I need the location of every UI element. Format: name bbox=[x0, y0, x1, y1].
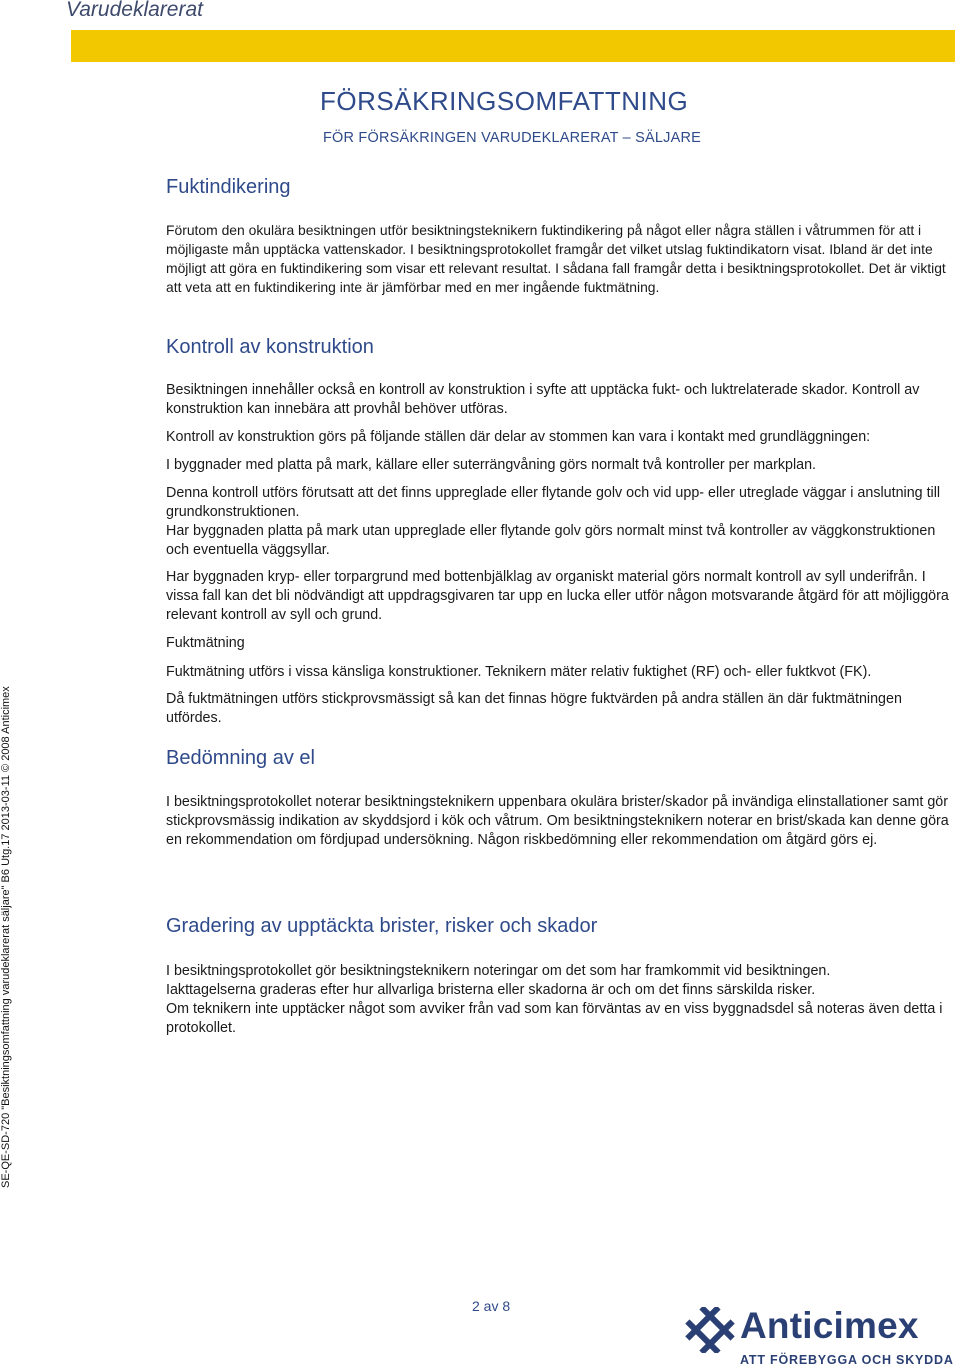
anticimex-logo-icon bbox=[684, 1307, 736, 1353]
page-number: 2 av 8 bbox=[472, 1298, 511, 1314]
paragraph-konstruktion-vaggkonstruktion: Har byggnaden platta på mark utan uppreglade eller flytande golv görs normalt minst två kontroller av väggkonstruktionen och eventuella väggsyllar. bbox=[166, 523, 936, 558]
paragraph-bedomning-av-el: I besiktningsprotokollet noterar besiktningsteknikern uppenbara okulära brister/skador på invändiga elinstallationer samt gör stickprovsmässig indikation av skyddsjord i kök och våtrum. Om besiktningsteknikern noterar en brist/skada kan denne göra en rekommendation om fördjupad undersökning. Någon riskbedömning eller rekommendation om åtgärd görs ej. bbox=[166, 794, 949, 848]
paragraph-gradering-noteringar: I besiktningsprotokollet gör besiktningsteknikern noteringar om det som har framkommit vid besiktningen. bbox=[166, 963, 831, 979]
paragraph-konstruktion-krypgrund: Har byggnaden kryp- eller torpargrund med bottenbjälklag av organiskt material görs normalt kontroll av syll underifrån. I vissa fall kan det bli nödvändigt att uppdragsgivaren tar upp en lucka eller utför någon motsvarande åtgärd för att möjliggöra relevant kontroll av syll och grund. bbox=[166, 569, 949, 623]
paragraph-konstruktion-platta: I byggnader med platta på mark, källare eller suterrängvåning görs normalt två kontroller per markplan. bbox=[166, 457, 817, 473]
logo-tagline: ATT FÖREBYGGA OCH SKYDDA bbox=[740, 1353, 954, 1367]
document-subtitle: FÖR FÖRSÄKRINGEN VARUDEKLARERAT – SÄLJARE bbox=[323, 130, 702, 146]
anticimex-logo bbox=[684, 1305, 954, 1369]
heading-bedomning-av-el: Bedömning av el bbox=[166, 747, 315, 769]
heading-kontroll-av-konstruktion: Kontroll av konstruktion bbox=[166, 336, 374, 358]
paragraph-konstruktion-intro: Besiktningen innehåller också en kontroll av konstruktion i syfte att upptäcka fukt- och luktrelaterade skador. Kontroll av konstruktion kan innebära att provhål behöver utföras. bbox=[166, 382, 920, 417]
paragraph-fuktmatning: Fuktmätning utförs i vissa känsliga konstruktioner. Teknikern mäter relativ fuktighet (RF) och- eller fuktkvot (FK). bbox=[166, 664, 872, 680]
vertical-document-reference: SE-QE-SD-720 "Besiktningsomfattning varudeklarerat säljare" B6 Utg.17 2013-03-11 © 2008 Anticimex bbox=[0, 686, 12, 1188]
document-title: FÖRSÄKRINGSOMFATTNING bbox=[320, 86, 689, 116]
logo-wordmark: Anticimex bbox=[740, 1305, 919, 1346]
heading-gradering: Gradering av upptäckta brister, risker och skador bbox=[166, 915, 598, 937]
paragraph-fuktindikering: Förutom den okulära besiktningen utför besiktningsteknikern fuktindikering på något eller några ställen i våtrummen för att i möjligaste mån upptäcka vattenskador. I besiktningsprotokollet framgår det vilket utslag fuktindikatorn visat. Ibland är det inte möjligt att göra en fuktindikering som visar ett relevant resultat. I sådana fall framgår detta i besiktningsprotokollet. Det är viktigt att veta att en fuktindikering inte är jämförbar med en mer ingående fuktmätning. bbox=[166, 222, 946, 295]
header-title: Varudeklarerat bbox=[66, 0, 203, 21]
paragraph-konstruktion-stallen: Kontroll av konstruktion görs på följande ställen där delar av stommen kan vara i kontakt med grundläggningen: bbox=[166, 429, 871, 445]
header-accent-bar bbox=[71, 30, 955, 62]
heading-fuktindikering: Fuktindikering bbox=[166, 176, 291, 198]
paragraph-gradering-iakttagelser: Iakttagelserna graderas efter hur allvarliga bristerna eller skadorna är och om det finns särskilda risker. bbox=[166, 982, 816, 998]
paragraph-fuktmatning-stickprov: Då fuktmätningen utförs stickprovsmässigt så kan det finnas högre fuktvärden på andra ställen än där fuktmätningen utfördes. bbox=[166, 691, 902, 726]
paragraph-konstruktion-forutsatt: Denna kontroll utförs förutsatt att det finns uppreglade eller flytande golv och vid upp- eller utreglade väggar i anslutning till grundkonstruktionen. bbox=[166, 485, 941, 520]
subheading-fuktmatning: Fuktmätning bbox=[166, 635, 245, 651]
paragraph-gradering-avvikelse: Om teknikern inte upptäcker något som avviker från vad som kan förväntas av en viss byggnadsdel så noteras även detta i protokollet. bbox=[166, 1001, 943, 1036]
